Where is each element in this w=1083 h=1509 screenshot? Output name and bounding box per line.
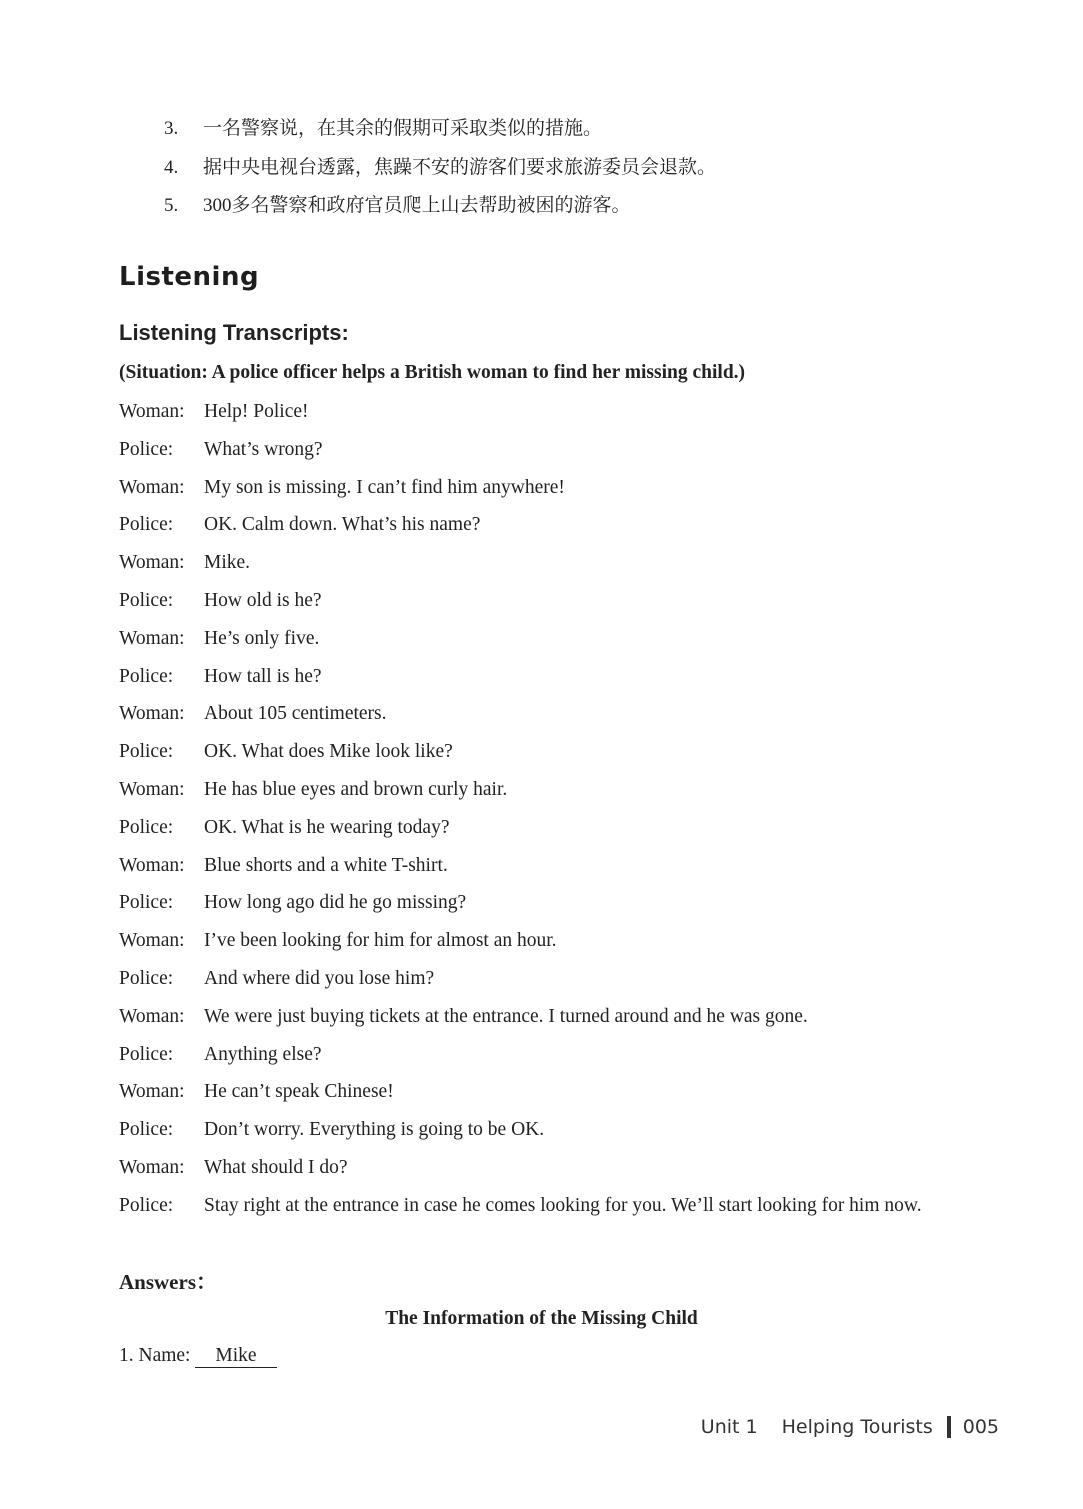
dialog-line [119,1115,1019,1153]
dialog-line [119,813,1019,851]
answer-row [119,1345,277,1368]
dialog-line [119,964,1019,1002]
speaker-label: Woman: [119,778,185,800]
speech-text: My son is missing. I can’t find him anywhere! [204,476,565,498]
dialog-line [119,775,1019,813]
speech-text: How tall is he? [204,665,322,687]
speaker-label: Police: [119,892,174,914]
situation-text: (Situation: A police officer helps a British woman to find her missing child.) [119,362,746,383]
dialog-line [119,1077,1019,1115]
translation-item [164,155,716,194]
translation-list [164,116,716,232]
dialog-line [119,510,1019,548]
footer-unit: Unit 1 [700,1416,758,1438]
item-number: 4. [164,156,179,178]
dialog-line [119,737,1019,775]
dialog-line [119,1040,1019,1078]
speech-text: OK. Calm down. What’s his name? [204,514,481,536]
speaker-label: Woman: [119,1081,185,1103]
item-number: 5. [164,195,179,216]
item-text: 一名警察说，在其余的假期可采取类似的措施。 [203,118,603,139]
subsection-heading: Listening Transcripts: [119,320,349,345]
dialog-line [119,624,1019,662]
page-footer [701,1416,999,1438]
speaker-label: Woman: [119,703,185,725]
dialog-transcript [119,397,1019,1229]
dialog-line [119,1191,1019,1229]
dialog-line [119,548,1019,586]
speech-text: OK. What is he wearing today? [204,816,450,838]
speaker-label: Woman: [119,627,185,649]
page-number: 005 [962,1416,999,1438]
dialog-line [119,435,1019,473]
speaker-label: Woman: [119,401,185,422]
speech-text: How long ago did he go missing? [204,892,467,914]
speech-text: He can’t speak Chinese! [204,1081,394,1103]
dialog-line [119,662,1019,700]
dialog-line [119,473,1019,511]
speaker-label: Police: [119,1194,174,1216]
dialog-line [119,1153,1019,1191]
speech-text: We were just buying tickets at the entrance. I turned around and he was gone. [204,1005,808,1027]
speaker-label: Police: [119,1043,174,1065]
speech-text: Don’t worry. Everything is going to be OK. [204,1119,545,1141]
speech-text: About 105 centimeters. [204,703,387,725]
speech-text: He’s only five. [204,627,320,649]
speaker-label: Police: [119,438,174,460]
speaker-label: Police: [119,514,174,536]
speaker-label: Police: [119,816,174,838]
footer-title: Helping Tourists [781,1416,933,1438]
answer-label: 1. Name: [119,1345,196,1366]
answer-value: Mike [195,1345,276,1368]
speaker-label: Police: [119,967,174,989]
speaker-label: Police: [119,741,174,763]
speech-text: He has blue eyes and brown curly hair. [204,778,508,800]
dialog-line [119,699,1019,737]
speaker-label: Woman: [119,1156,185,1178]
dialog-line [119,586,1019,624]
speech-text: Blue shorts and a white T-shirt. [204,854,448,876]
translation-item [164,193,716,232]
translation-item [164,116,716,155]
speaker-label: Woman: [119,476,185,498]
speaker-label: Woman: [119,1005,185,1027]
dialog-line [119,926,1019,964]
item-text: 据中央电视台透露，焦躁不安的游客们要求旅游委员会退款。 [203,156,717,178]
table-title: The Information of the Missing Child [385,1308,698,1329]
speaker-label: Woman: [119,930,185,952]
speech-text: I’ve been looking for him for almost an hour. [204,930,557,952]
speaker-label: Police: [119,589,174,611]
section-heading: Listening [119,262,260,292]
speech-text: Help! Police! [204,401,309,422]
dialog-line [119,1002,1019,1040]
speaker-label: Police: [119,1119,174,1141]
dialog-line [119,888,1019,926]
speech-text: What should I do? [204,1156,348,1178]
speech-text: And where did you lose him? [204,967,435,989]
footer-divider [947,1416,951,1438]
speaker-label: Police: [119,665,174,687]
speaker-label: Woman: [119,552,185,574]
speech-text: Mike. [204,552,251,574]
speaker-label: Woman: [119,854,185,876]
answers-heading: Answers： [119,1270,217,1294]
speech-text: OK. What does Mike look like? [204,741,453,763]
speech-text: How old is he? [204,589,322,611]
item-text: 300多名警察和政府官员爬上山去帮助被困的游客。 [203,195,631,216]
speech-text: Stay right at the entrance in case he comes looking for you. We’ll start looking for him now. [204,1194,922,1216]
item-number: 3. [164,118,179,139]
speech-text: What’s wrong? [204,438,323,460]
dialog-line [119,851,1019,889]
speech-text: Anything else? [204,1043,322,1065]
dialog-line [119,397,1019,435]
